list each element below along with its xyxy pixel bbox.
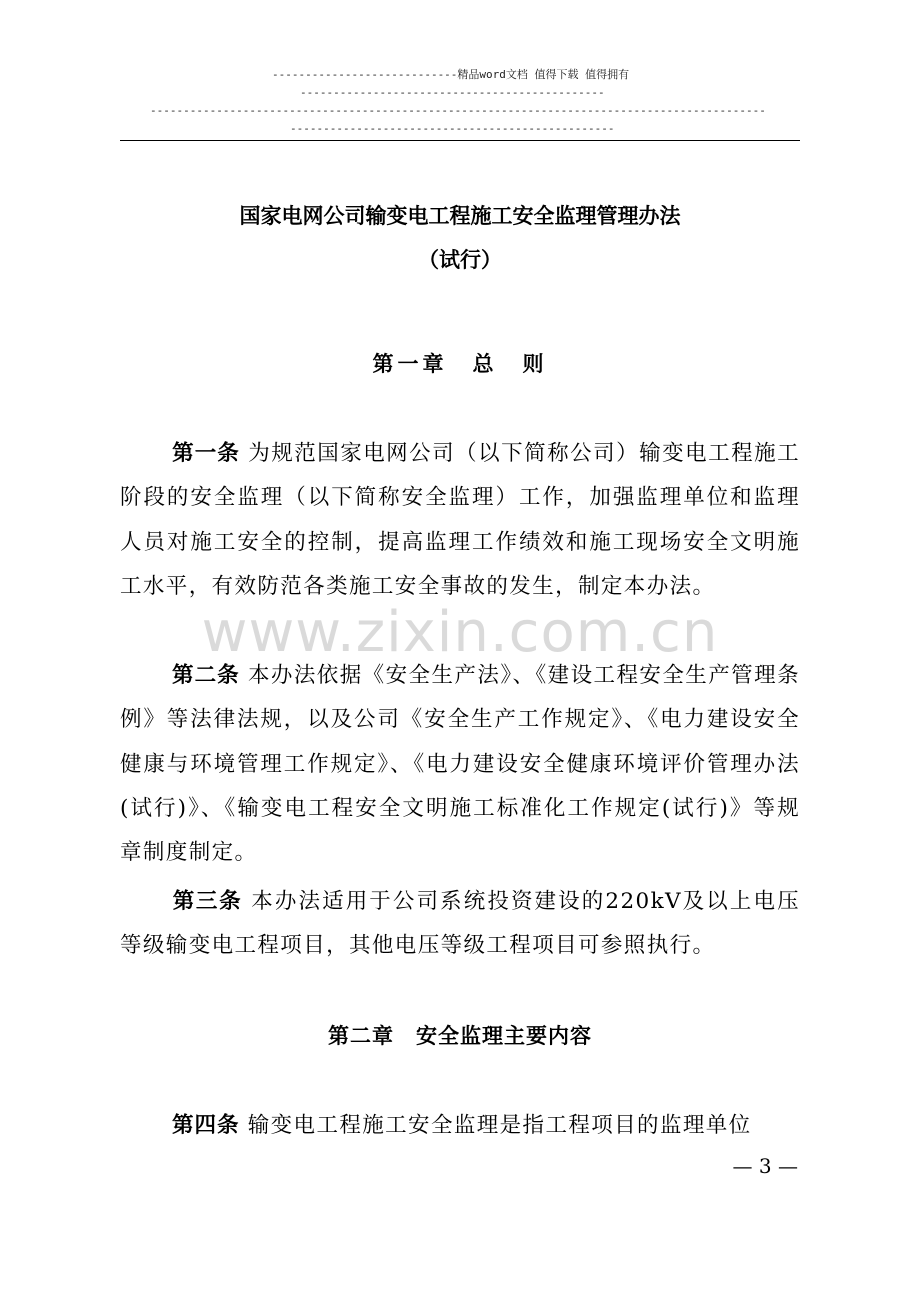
page-number: — 3 —: [732, 1154, 798, 1178]
article-4-label: 第四条: [172, 1113, 240, 1138]
header-line-2: ----------------------------------------------: [300, 86, 605, 99]
article-4: [120, 1104, 800, 1148]
article-3-text: 本办法适用于公司系统投资建设的220kV及以上电压等级输变电工程项目，其他电压等级工程项目可参照执行。: [120, 889, 800, 959]
header-line-4: -------------------------------------------------: [290, 122, 615, 135]
article-1-label: 第一条: [172, 441, 240, 466]
article-2-text: 本办法依据《安全生产法》、《建设工程安全生产管理条例》等法律法规，以及公司《安全生产工作规定》、《电力建设安全健康与环境管理工作规定》、《电力建设安全健康环境评价管理办法(试行)》、《输变电工程安全文明施工标准化工作规定(试行)》等规章制度制定。: [120, 663, 800, 866]
document-subtitle: （试行）: [418, 248, 502, 272]
chapter-2-heading: 第二章 安全监理主要内容: [328, 1024, 592, 1048]
article-1-text: 为规范国家电网公司（以下简称公司）输变电工程施工阶段的安全监理（以下简称安全监理）工作，加强监理单位和监理人员对施工安全的控制，提高监理工作绩效和施工现场安全文明施工水平，有效防范各类施工安全事故的发生，制定本办法。: [120, 441, 800, 599]
article-4-text: 输变电工程施工安全监理是指工程项目的监理单位: [239, 1113, 752, 1138]
header-line-1: ----------------------------精品word文档 值得下载 值得拥有: [272, 68, 630, 81]
article-3-label: 第三条: [172, 889, 243, 914]
watermark: www.zixin.com.cn: [201, 600, 719, 665]
article-2: [120, 654, 800, 875]
chapter-1-heading: 第一章 总 则: [372, 352, 548, 376]
article-2-label: 第二条: [172, 663, 240, 688]
article-1: [120, 432, 800, 609]
article-3: [120, 880, 800, 969]
header-line-3: ---------------------------------------------------------------------------------------------: [150, 104, 766, 117]
header-divider: [120, 140, 800, 141]
document-title: 国家电网公司输变电工程施工安全监理管理办法: [239, 204, 681, 228]
